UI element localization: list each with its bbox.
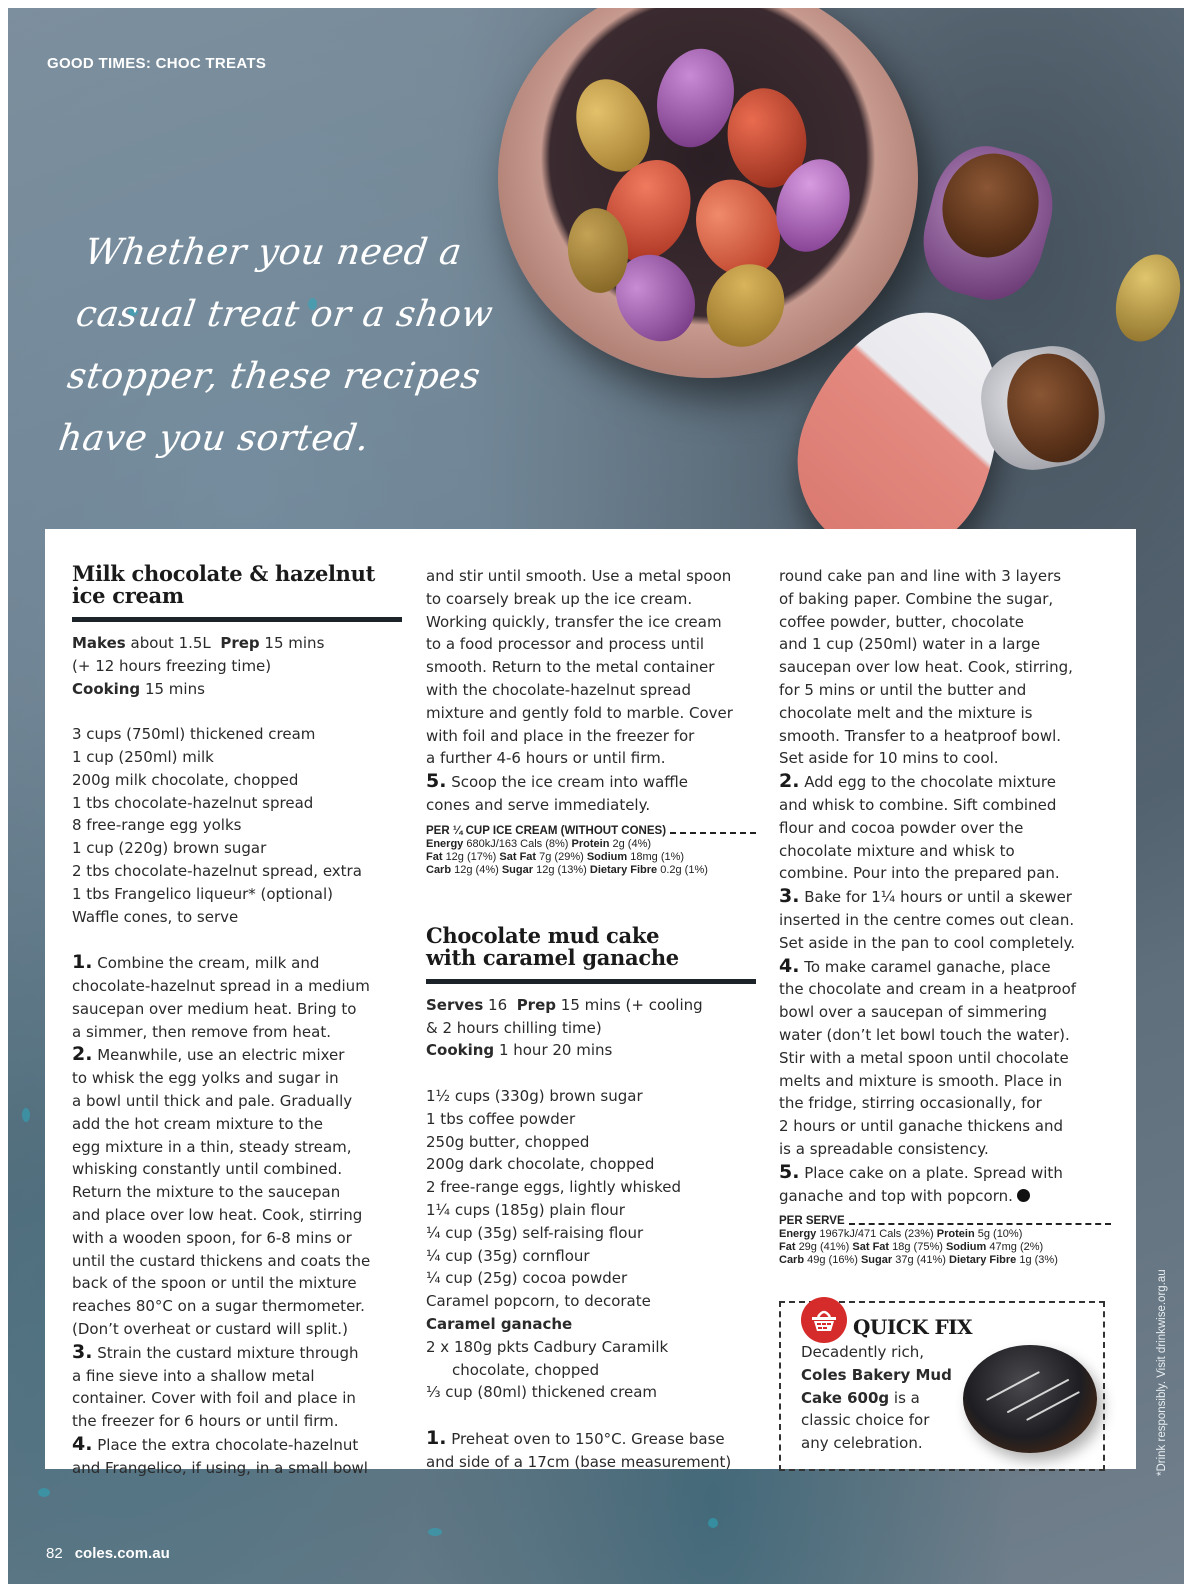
nutrient-label: Dietary Fibre — [589, 863, 658, 876]
cooking-value: 15 mins — [144, 679, 205, 698]
step-text: to coarsely break up the ice cream. — [426, 589, 693, 608]
step-text: Meanwhile, use an electric mixer — [97, 1046, 345, 1065]
step-number: 2. — [779, 770, 800, 793]
ingredient: 1 tbs Frangelico liqueur* (optional) — [72, 884, 334, 903]
nutrient-value: 2g (4%) — [612, 837, 652, 850]
step-text: saucepan over low heat. Cook, stirring, — [779, 658, 1073, 677]
step-text: a simmer, then remove from heat. — [72, 1022, 331, 1041]
step-text: and Frangelico, if using, in a small bowl — [72, 1458, 368, 1477]
nutrient-value: 12g (4%) — [454, 863, 499, 876]
ingredient-list — [72, 723, 402, 928]
step-text: combine. Pour into the prepared pan. — [779, 864, 1060, 883]
step-text: with a wooden spoon, for 6-8 mins or — [72, 1228, 352, 1247]
nutrient-value: 29g (41%) — [798, 1241, 850, 1254]
step-text: reaches 80°C on a sugar thermometer. — [72, 1297, 365, 1316]
step-text: Strain the custard mixture through — [97, 1343, 359, 1362]
quick-fix-line: any celebration. — [801, 1434, 923, 1453]
step-text: Add egg to the chocolate mixture — [804, 773, 1056, 792]
nutrient-label: Carb — [426, 863, 452, 876]
step-number: 5. — [779, 1160, 800, 1183]
quick-fix-box — [779, 1301, 1105, 1471]
nutrient-label: Sat Fat — [852, 1241, 890, 1254]
step-text: to a food processor and process until — [426, 635, 705, 654]
quick-fix-line: Decadently rich, — [801, 1343, 925, 1361]
nutrient-value: 37g (41%) — [895, 1254, 946, 1267]
ganache-heading: Caramel ganache — [426, 1314, 573, 1333]
step-text: Place the extra chocolate-hazelnut — [97, 1435, 359, 1454]
step-text: add the hot cream mixture to the — [72, 1114, 323, 1133]
step-number: 5. — [426, 770, 447, 793]
title-line: with caramel ganache — [426, 944, 679, 970]
step-text: is a spreadable consistency. — [779, 1139, 989, 1158]
step-text: back of the spoon or until the mixture — [72, 1274, 357, 1293]
ingredient: 250g butter, chopped — [426, 1132, 590, 1151]
prep-value: 15 mins — [264, 634, 325, 652]
step-number: 3. — [72, 1340, 93, 1363]
step-text: Working quickly, transfer the ice cream — [426, 612, 722, 631]
step-text: melts and mixture is smooth. Place in — [779, 1071, 1063, 1090]
cooking-label: Cooking — [72, 679, 141, 698]
prep-label: Prep — [220, 634, 260, 652]
step-text: and side of a 17cm (base measurement) — [426, 1452, 732, 1471]
column-2 — [426, 565, 756, 1474]
nutrient-value: 0.2g (1%) — [660, 863, 708, 876]
step-number: 2. — [72, 1043, 93, 1066]
step-text: mixture and gently fold to marble. Cover — [426, 703, 733, 722]
step-text: the fridge, stirring occasionally, for — [779, 1094, 1042, 1113]
nutrient-label: Sodium — [586, 850, 628, 863]
step-text: Preheat oven to 150°C. Grease base — [451, 1429, 725, 1448]
ingredient: 1 cup (220g) brown sugar — [72, 839, 267, 858]
end-of-recipe-dot-icon — [1017, 1189, 1030, 1202]
recipe-meta — [72, 632, 402, 700]
step-text: smooth. Transfer to a heatproof bowl. — [779, 726, 1062, 745]
ingredient: 2 x 180g pkts Cadbury Caramilk — [426, 1337, 669, 1356]
step-text: for 5 mins or until the butter and — [779, 680, 1027, 699]
prep-note: & 2 hours chilling time) — [426, 1018, 602, 1037]
ingredient: ⅓ cup (80ml) thickened cream — [426, 1383, 658, 1402]
step-text: Scoop the ice cream into waffle — [451, 773, 689, 792]
ingredient: 2 tbs chocolate-hazelnut spread, extra — [72, 861, 362, 880]
nutrient-value: 18g (75%) — [892, 1241, 943, 1254]
step-text: a fine sieve into a shallow metal — [72, 1366, 315, 1385]
ingredient: 1 tbs chocolate-hazelnut spread — [72, 793, 314, 812]
nutrition-panel-mud-cake — [779, 1215, 1111, 1267]
section-label: GOOD TIMES: CHOC TREATS — [47, 55, 267, 72]
quick-fix-text — [801, 1341, 961, 1455]
magazine-page — [8, 8, 1184, 1584]
quick-fix-title: QUICK FIX — [853, 1315, 973, 1339]
footer-site-link[interactable]: coles.com.au — [74, 1545, 170, 1562]
nutrition-panel-ice-cream — [426, 825, 756, 877]
ingredient: 1½ cups (330g) brown sugar — [426, 1086, 643, 1105]
nutrition-heading: PER SERVE — [779, 1215, 845, 1228]
step-text: the freezer for 6 hours or until firm. — [72, 1412, 339, 1431]
title-rule — [72, 617, 402, 622]
step-text: a further 4-6 hours or until firm. — [426, 749, 666, 768]
step-text: flour and cocoa powder over the — [779, 818, 1024, 837]
serves-label: Serves — [426, 995, 484, 1014]
step-text: whisking constantly until combined. — [72, 1160, 343, 1179]
step-text: Combine the cream, milk and — [97, 954, 320, 973]
ingredient-list — [426, 1085, 756, 1404]
title-line: ice cream — [72, 583, 184, 608]
step-text: To make caramel ganache, place — [804, 957, 1051, 976]
step-text: and place over low heat. Cook, stirring — [72, 1205, 363, 1224]
step-text: Place cake on a plate. Spread with — [804, 1163, 1063, 1182]
tagline — [55, 222, 510, 470]
step-number: 1. — [72, 951, 93, 974]
step-text: and whisk to combine. Sift combined — [779, 795, 1057, 814]
step-text: a bowl until thick and pale. Gradually — [72, 1091, 353, 1110]
prep-note: (+ 12 hours freezing time) — [72, 656, 272, 675]
recipe-title-ice-cream — [72, 563, 402, 607]
cooking-label: Cooking — [426, 1041, 495, 1060]
ingredient: 2 free-range eggs, lightly whisked — [426, 1178, 682, 1197]
nutrient-label: Fat — [779, 1241, 796, 1254]
nutrient-value: 49g (16%) — [807, 1254, 858, 1267]
step-text: water (don’t let bowl touch the water). — [779, 1025, 1070, 1044]
quick-fix-line: classic choice for — [801, 1411, 930, 1430]
nutrient-label: Protein — [571, 837, 610, 850]
ingredient: 1 cup (250ml) milk — [72, 747, 214, 766]
ingredient: 200g milk chocolate, chopped — [72, 770, 299, 789]
step-text: the chocolate and cream in a heatproof — [779, 980, 1077, 999]
ingredient: ¼ cup (35g) cornflour — [426, 1246, 590, 1265]
background-speck — [428, 1528, 442, 1536]
column-3 — [779, 565, 1111, 1267]
step-number: 1. — [426, 1426, 447, 1449]
nutrient-value: 18mg (1%) — [630, 850, 685, 863]
recipe-meta — [426, 994, 756, 1062]
nutrient-value: 1g (3%) — [1019, 1254, 1058, 1267]
nutrient-value: 12g (17%) — [445, 850, 497, 863]
step-text: bowl over a saucepan of simmering — [779, 1003, 1048, 1022]
nutrient-label: Sugar — [501, 863, 534, 876]
background-speck — [38, 1488, 50, 1497]
mud-cake-product-image — [963, 1345, 1097, 1453]
step-text: of baking paper. Combine the sugar, — [779, 589, 1054, 608]
method-steps — [72, 951, 402, 1479]
gold-foil-egg — [1104, 245, 1184, 350]
background-speck — [708, 1518, 718, 1528]
nutrient-label: Sat Fat — [499, 850, 537, 863]
drink-responsibly-note: *Drink responsibly. Visit drinkwise.org.au — [1156, 1269, 1168, 1476]
recipe-card — [45, 529, 1136, 1477]
nutrient-label: Sugar — [860, 1254, 893, 1267]
ingredient: 8 free-range egg yolks — [72, 816, 242, 835]
step-text: Stir with a metal spoon until chocolate — [779, 1048, 1069, 1067]
tagline-line: stopper, these recipes — [64, 356, 483, 397]
nutrient-label: Sodium — [945, 1241, 987, 1254]
step-text: chocolate-hazelnut spread in a medium — [72, 976, 370, 995]
nutrition-heading: PER ¼ CUP ICE CREAM (WITHOUT CONES) — [426, 824, 667, 837]
serves-value: 16 — [488, 995, 508, 1014]
step-text: smooth. Return to the metal container — [426, 658, 715, 677]
step-number: 3. — [779, 885, 800, 908]
step-text: inserted in the centre comes out clean. — [779, 910, 1075, 929]
step-text: round cake pan and line with 3 layers — [779, 567, 1062, 585]
cooking-value: 1 hour 20 mins — [498, 1041, 613, 1060]
step-text: coffee powder, butter, chocolate — [779, 612, 1024, 631]
tagline-line: Whether you need a — [82, 232, 465, 273]
product-name: Coles Bakery Mud — [801, 1365, 952, 1384]
prep-value: 15 mins (+ cooling — [560, 995, 703, 1014]
prep-label: Prep — [516, 995, 556, 1014]
product-name: Cake 600g — [801, 1388, 890, 1407]
ingredient: Waffle cones, to serve — [72, 907, 239, 926]
step-text: ganache and top with popcorn. — [779, 1186, 1013, 1205]
step-number: 4. — [779, 954, 800, 977]
step-text: Set aside in the pan to cool completely. — [779, 933, 1076, 952]
nutrient-value: 7g (29%) — [539, 850, 584, 863]
step-text: and 1 cup (250ml) water in a large — [779, 635, 1041, 654]
nutrient-value: 47mg (2%) — [989, 1241, 1044, 1254]
makes-label: Makes — [72, 634, 126, 652]
title-line: Milk chocolate & hazelnut — [72, 561, 376, 586]
shopping-basket-icon — [801, 1297, 847, 1343]
step-number: 4. — [72, 1432, 93, 1455]
step-text: Bake for 1¼ hours or until a skewer — [804, 888, 1072, 907]
step-text: chocolate melt and the mixture is — [779, 703, 1033, 722]
step-text: and stir until smooth. Use a metal spoon — [426, 567, 732, 585]
page-footer — [46, 1545, 170, 1562]
step-text: (Don’t overheat or custard will split.) — [72, 1319, 348, 1338]
ingredient: 1¼ cups (185g) plain flour — [426, 1200, 625, 1219]
step-text: until the custard thickens and coats the — [72, 1251, 371, 1270]
column-1 — [72, 563, 402, 1479]
nutrient-value: 1967kJ/471 Cals (23%) — [819, 1228, 934, 1241]
step-text: 2 hours or until ganache thickens and — [779, 1117, 1064, 1136]
ingredient: 1 tbs coffee powder — [426, 1109, 576, 1128]
nutrient-label: Dietary Fibre — [949, 1254, 1017, 1267]
ingredient: ¼ cup (25g) cocoa powder — [426, 1269, 628, 1288]
tagline-line: casual treat or a show — [73, 294, 496, 335]
step-text: egg mixture in a thin, steady stream, — [72, 1137, 352, 1156]
nutrient-label: Carb — [779, 1254, 805, 1267]
nutrient-value: 5g (10%) — [977, 1228, 1023, 1241]
step-text: container. Cover with foil and place in — [72, 1389, 356, 1408]
step-text: to whisk the egg yolks and sugar in — [72, 1069, 339, 1088]
ingredient: Caramel popcorn, to decorate — [426, 1292, 651, 1311]
step-text: with foil and place in the freezer for — [426, 726, 695, 745]
step-text: cones and serve immediately. — [426, 795, 651, 814]
background-speck — [22, 1108, 30, 1122]
nutrient-label: Energy — [426, 837, 464, 850]
quick-fix-line: is a — [889, 1388, 920, 1407]
nutrient-label: Fat — [426, 850, 443, 863]
title-line: Chocolate mud cake — [426, 922, 660, 948]
step-text: saucepan over medium heat. Bring to — [72, 999, 357, 1018]
nutrient-value: 680kJ/163 Cals (8%) — [466, 837, 569, 850]
ingredient: ¼ cup (35g) self-raising flour — [426, 1223, 644, 1242]
step-text: chocolate mixture and whisk to — [779, 841, 1015, 860]
ingredient: 3 cups (750ml) thickened cream — [72, 725, 316, 744]
nutrient-label: Protein — [936, 1228, 975, 1241]
step-text: Return the mixture to the saucepan — [72, 1183, 341, 1202]
ingredient: chocolate, chopped — [452, 1360, 600, 1379]
page-number: 82 — [46, 1545, 63, 1562]
tagline-line: have you sorted. — [56, 418, 372, 459]
step-text: Set aside for 10 mins to cool. — [779, 749, 999, 768]
step-text: with the chocolate-hazelnut spread — [426, 680, 691, 699]
makes-value: about 1.5L — [130, 634, 211, 652]
nutrient-label: Energy — [779, 1228, 817, 1241]
nutrient-value: 12g (13%) — [536, 863, 587, 876]
ingredient: 200g dark chocolate, chopped — [426, 1155, 655, 1174]
recipe-title-mud-cake — [426, 922, 756, 970]
title-rule — [426, 979, 756, 984]
